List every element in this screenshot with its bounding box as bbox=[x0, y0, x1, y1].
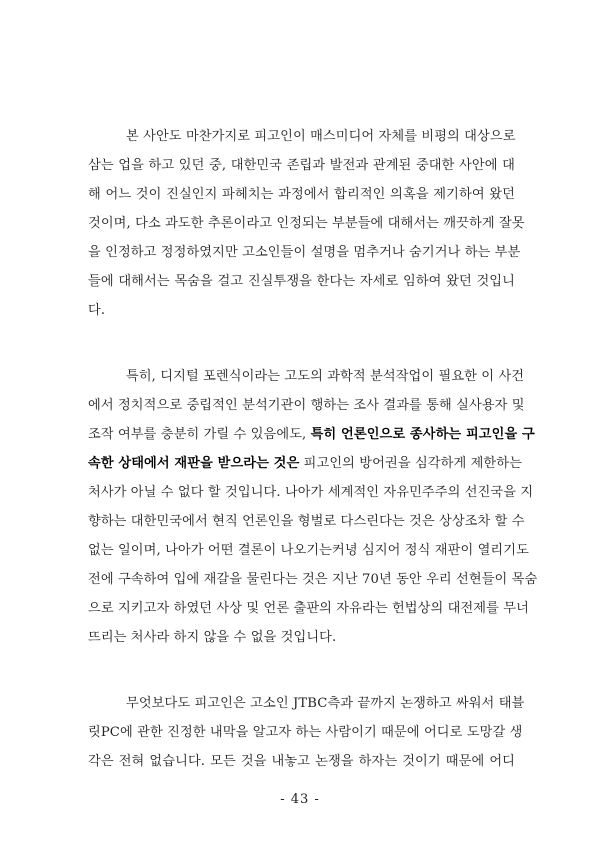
paragraph-2-line-9: 으로 지키고자 하였던 사상 및 언론 출판의 자유라는 헌법상의 대전제를 무너 bbox=[88, 601, 529, 616]
paragraph-2-bold-text-1: 특히 언론인으로 종사하는 피고인을 구 bbox=[310, 427, 535, 442]
paragraph-2-line-5: 처사가 아닐 수 없다 할 것입니다. 나아가 세계적인 자유민주주의 선진국을 지 bbox=[88, 485, 534, 500]
paragraph-2-line-3 bbox=[88, 426, 535, 444]
paragraph-3-line-2: 릿PC에 관한 진정한 내막을 알고자 하는 사람이기 때문에 어디로 도망갈 생 bbox=[88, 725, 523, 740]
paragraph-2-line-4 bbox=[88, 455, 522, 473]
paragraph-1-line-4: 것이며, 다소 과도한 추론이라고 인정되는 부분들에 대해서는 깨끗하게 잘못 bbox=[88, 216, 525, 231]
page-number: - 43 - bbox=[280, 792, 320, 807]
paragraph-2-line-4-text: 피고인의 방어권을 심각하게 제한하는 bbox=[299, 456, 522, 471]
paragraph-1-line-1: 본 사안도 마찬가지로 피고인이 매스미디어 자체를 비평의 대상으로 bbox=[126, 129, 516, 144]
paragraph-1-line-7: 다. bbox=[88, 303, 106, 318]
paragraph-1-line-3: 해 어느 것이 진실인지 파헤치는 과정에서 합리적인 의혹을 제기하여 왔던 bbox=[88, 187, 515, 202]
paragraph-1-line-6: 들에 대해서는 목숨을 걸고 진실투쟁을 한다는 자세로 임하여 왔던 것입니 bbox=[88, 274, 515, 289]
paragraph-3-line-1: 무엇보다도 피고인은 고소인 JTBC측과 끝까지 논쟁하고 싸워서 태블 bbox=[126, 696, 525, 711]
paragraph-1-line-5: 을 인정하고 정정하였지만 고소인들이 설명을 멈추거나 숨기거나 하는 부분 bbox=[88, 245, 521, 260]
paragraph-2-line-6: 향하는 대한민국에서 현직 언론인을 형벌로 다스린다는 것은 상상조차 할 수 bbox=[88, 514, 525, 529]
paragraph-2-line-2: 에서 정치적으로 중립적인 분석기관이 행하는 조사 결과를 통해 실사용자 및 bbox=[88, 398, 525, 413]
paragraph-2-line-10: 뜨리는 처사라 하지 않을 수 없을 것입니다. bbox=[88, 630, 337, 645]
paragraph-2-line-3-text: 조작 여부를 충분히 가릴 수 있음에도, bbox=[88, 427, 311, 442]
paragraph-3-line-3: 각은 전혀 없습니다. 모든 것을 내놓고 논쟁을 하자는 것이기 때문에 어디 bbox=[88, 754, 515, 769]
paragraph-1-line-2: 삼는 업을 하고 있던 중, 대한민국 존립과 발전과 관계된 중대한 사안에 대 bbox=[88, 158, 515, 173]
paragraph-2-line-8: 전에 구속하여 입에 재갈을 물린다는 것은 지난 70년 동안 우리 선현들이 목숨 bbox=[88, 572, 538, 587]
paragraph-2-line-1: 특히, 디지털 포렌식이라는 고도의 과학적 분석작업이 필요한 이 사건 bbox=[126, 369, 525, 384]
paragraph-2-line-7: 없는 일이며, 나아가 어떤 결론이 나오기는커녕 심지어 정식 재판이 열리기도 bbox=[88, 543, 529, 558]
paragraph-2-bold-text-2: 속한 상태에서 재판을 받으라는 것은 bbox=[88, 456, 300, 471]
